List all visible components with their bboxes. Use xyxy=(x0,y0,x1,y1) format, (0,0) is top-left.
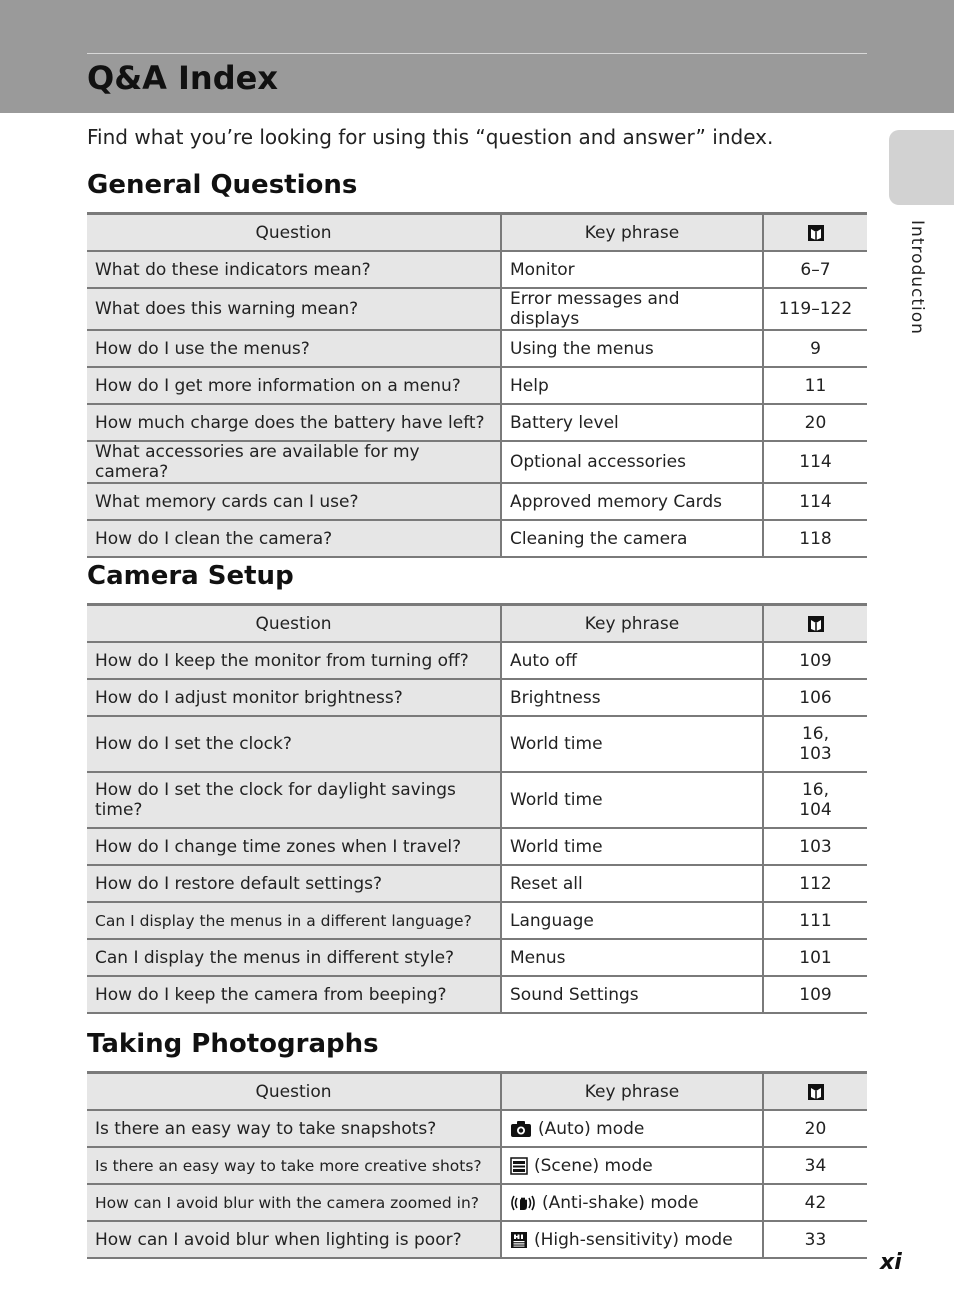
page-ref-link[interactable]: 33 xyxy=(763,1221,867,1258)
camera-setup-table xyxy=(87,603,867,1014)
key-phrase-column-header: Key phrase xyxy=(501,605,763,643)
key-phrase-cell: Monitor xyxy=(501,251,763,288)
page-ref-link[interactable]: 103 xyxy=(763,828,867,865)
key-phrase-cell: Sound Settings xyxy=(501,976,763,1013)
page-ref-line-2: 104 xyxy=(799,800,832,820)
table-row xyxy=(87,251,867,288)
page-ref-link[interactable]: 6–7 xyxy=(763,251,867,288)
table-row xyxy=(87,865,867,902)
taking-photographs-table xyxy=(87,1071,867,1259)
section-title-general-questions: General Questions xyxy=(87,170,358,200)
key-phrase-text: (Scene) mode xyxy=(534,1155,653,1176)
page-ref-link[interactable]: 20 xyxy=(763,1110,867,1147)
table-row xyxy=(87,716,867,772)
page-ref-link[interactable]: 112 xyxy=(763,865,867,902)
question-column-header: Question xyxy=(87,605,501,643)
table-row xyxy=(87,772,867,828)
page-column-header xyxy=(763,1073,867,1111)
question-cell: How do I set the clock for daylight savings time? xyxy=(87,772,501,828)
question-column-header: Question xyxy=(87,1073,501,1111)
page-number: xi xyxy=(880,1250,902,1275)
table-row xyxy=(87,288,867,330)
book-page-reference-icon xyxy=(807,615,825,633)
key-phrase-column-header: Key phrase xyxy=(501,1073,763,1111)
key-phrase-cell: Using the menus xyxy=(501,330,763,367)
question-cell: How do I change time zones when I travel? xyxy=(87,828,501,865)
key-phrase-cell xyxy=(501,1221,763,1258)
table-row xyxy=(87,976,867,1013)
question-cell: How do I clean the camera? xyxy=(87,520,501,557)
key-phrase-cell: Cleaning the camera xyxy=(501,520,763,557)
question-cell: Can I display the menus in a different language? xyxy=(87,902,501,939)
question-cell: What do these indicators mean? xyxy=(87,251,501,288)
table-row xyxy=(87,1221,867,1258)
question-cell: How do I restore default settings? xyxy=(87,865,501,902)
anti-shake-icon xyxy=(510,1194,536,1212)
page-ref-line-1: 16, xyxy=(801,780,830,800)
page-ref-link[interactable]: 119–122 xyxy=(763,288,867,330)
key-phrase-column-header: Key phrase xyxy=(501,214,763,252)
page-ref-link[interactable]: 34 xyxy=(763,1147,867,1184)
table-header-row xyxy=(87,214,867,252)
key-phrase-cell: Brightness xyxy=(501,679,763,716)
table-row xyxy=(87,1147,867,1184)
question-cell: What accessories are available for my camera? xyxy=(87,441,501,483)
page-ref-link[interactable]: 114 xyxy=(763,483,867,520)
book-page-reference-icon xyxy=(807,224,825,242)
question-cell: Can I display the menus in different style? xyxy=(87,939,501,976)
key-phrase-text: (Auto) mode xyxy=(538,1118,645,1139)
table-row xyxy=(87,1184,867,1221)
key-phrase-cell: Optional accessories xyxy=(501,441,763,483)
page-ref-link[interactable] xyxy=(763,772,867,828)
page-column-header xyxy=(763,605,867,643)
table-row xyxy=(87,828,867,865)
question-cell: How do I keep the monitor from turning off? xyxy=(87,642,501,679)
table-row xyxy=(87,483,867,520)
key-phrase-text: (Anti-shake) mode xyxy=(542,1192,699,1213)
page-ref-link[interactable]: 106 xyxy=(763,679,867,716)
page-ref-line-2: 103 xyxy=(799,744,832,764)
table-header-row xyxy=(87,605,867,643)
page-ref-link[interactable]: 42 xyxy=(763,1184,867,1221)
key-phrase-cell: Help xyxy=(501,367,763,404)
page-title: Q&A Index xyxy=(87,59,278,97)
table-header-row xyxy=(87,1073,867,1111)
key-phrase-cell: World time xyxy=(501,828,763,865)
scene-mode-icon xyxy=(510,1157,528,1175)
key-phrase-cell: Approved memory Cards xyxy=(501,483,763,520)
question-cell: What memory cards can I use? xyxy=(87,483,501,520)
page-ref-link[interactable]: 101 xyxy=(763,939,867,976)
page-ref-link[interactable] xyxy=(763,716,867,772)
book-page-reference-icon xyxy=(807,1083,825,1101)
question-cell: How can I avoid blur when lighting is poor? xyxy=(87,1221,501,1258)
table-row xyxy=(87,679,867,716)
key-phrase-cell: Auto off xyxy=(501,642,763,679)
key-phrase-text: (High-sensitivity) mode xyxy=(534,1229,733,1250)
question-cell: How do I set the clock? xyxy=(87,716,501,772)
key-phrase-cell xyxy=(501,1147,763,1184)
question-cell: How much charge does the battery have left? xyxy=(87,404,501,441)
table-row xyxy=(87,330,867,367)
key-phrase-cell: Battery level xyxy=(501,404,763,441)
section-title-camera-setup: Camera Setup xyxy=(87,561,294,591)
question-cell: How do I get more information on a menu? xyxy=(87,367,501,404)
key-phrase-cell: World time xyxy=(501,716,763,772)
key-phrase-cell xyxy=(501,1110,763,1147)
page-ref-link[interactable]: 118 xyxy=(763,520,867,557)
intro-text: Find what you’re looking for using this “question and answer” index. xyxy=(87,125,774,149)
table-row xyxy=(87,441,867,483)
key-phrase-cell: World time xyxy=(501,772,763,828)
table-row xyxy=(87,902,867,939)
table-row xyxy=(87,1110,867,1147)
table-row xyxy=(87,939,867,976)
question-cell: How do I use the menus? xyxy=(87,330,501,367)
key-phrase-cell xyxy=(501,1184,763,1221)
page-ref-link[interactable]: 9 xyxy=(763,330,867,367)
table-row xyxy=(87,404,867,441)
question-cell: Is there an easy way to take more creative shots? xyxy=(87,1147,501,1184)
side-tab-label: Introduction xyxy=(907,220,927,335)
page-ref-link[interactable]: 11 xyxy=(763,367,867,404)
table-row xyxy=(87,367,867,404)
page-column-header xyxy=(763,214,867,252)
key-phrase-cell: Language xyxy=(501,902,763,939)
camera-icon xyxy=(510,1120,532,1138)
key-phrase-cell: Error messages and displays xyxy=(501,288,763,330)
page-ref-link[interactable]: 20 xyxy=(763,404,867,441)
high-iso-icon xyxy=(510,1231,528,1249)
table-row xyxy=(87,642,867,679)
page-ref-link[interactable]: 111 xyxy=(763,902,867,939)
table-row xyxy=(87,520,867,557)
key-phrase-cell: Reset all xyxy=(501,865,763,902)
page-ref-link[interactable]: 109 xyxy=(763,976,867,1013)
page-ref-line-1: 16, xyxy=(801,724,830,744)
page-ref-link[interactable]: 109 xyxy=(763,642,867,679)
question-cell: How do I keep the camera from beeping? xyxy=(87,976,501,1013)
question-cell: What does this warning mean? xyxy=(87,288,501,330)
header-divider xyxy=(87,53,867,54)
question-cell: How can I avoid blur with the camera zoomed in? xyxy=(87,1184,501,1221)
question-cell: Is there an easy way to take snapshots? xyxy=(87,1110,501,1147)
question-cell: How do I adjust monitor brightness? xyxy=(87,679,501,716)
page-ref-link[interactable]: 114 xyxy=(763,441,867,483)
key-phrase-cell: Menus xyxy=(501,939,763,976)
side-tab xyxy=(889,130,954,205)
general-questions-table xyxy=(87,212,867,558)
question-column-header: Question xyxy=(87,214,501,252)
section-title-taking-photographs: Taking Photographs xyxy=(87,1029,379,1059)
